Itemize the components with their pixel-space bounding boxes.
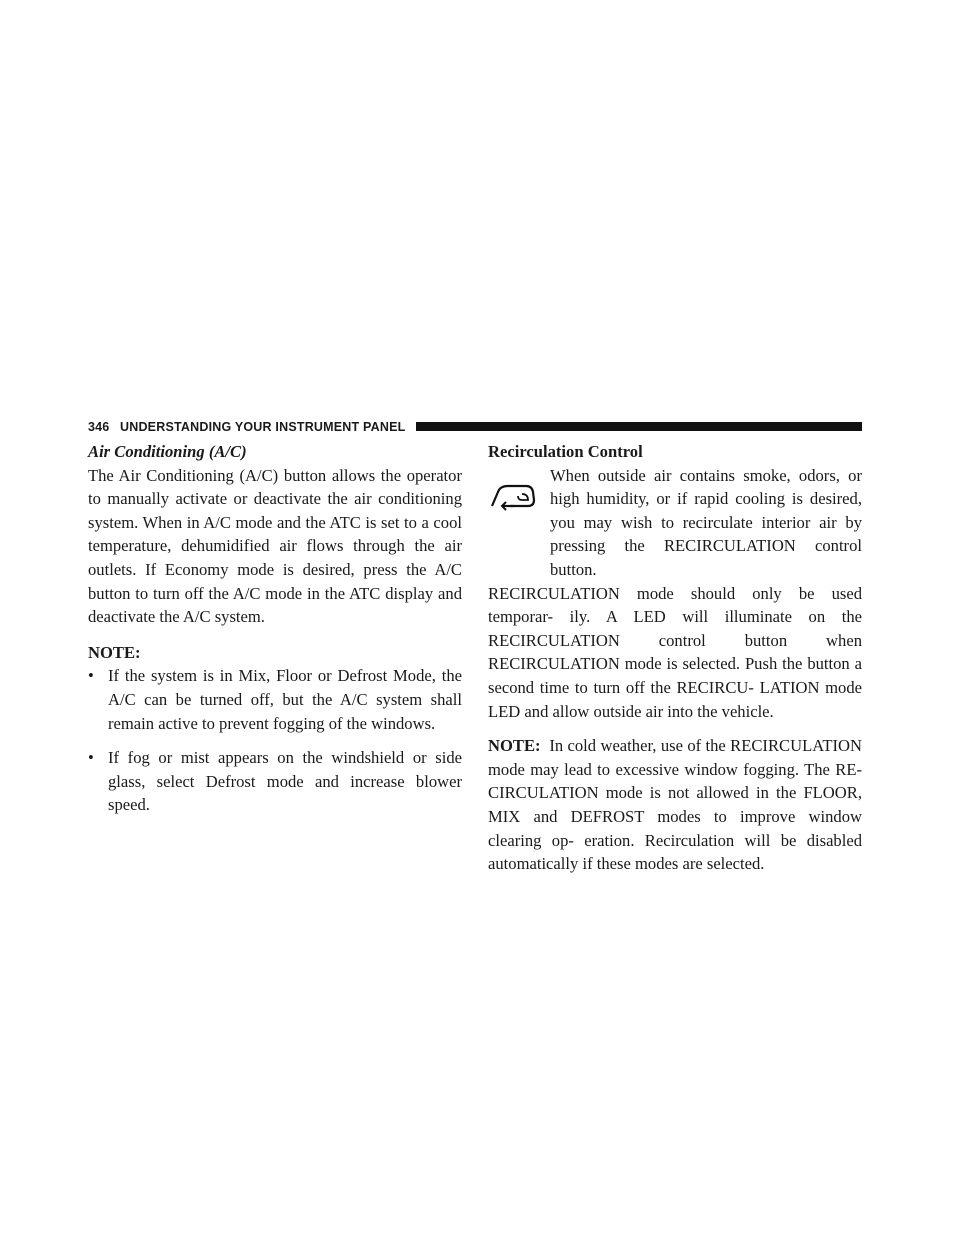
- ac-paragraph: The Air Conditioning (A/C) button allows the operator to manually activate or deactivate the air conditioning system. When in A/C mode and the ATC is set to a cool temperature, dehumidified air flows through the air outlets. If Economy mode is desired, press the A/C button to turn off the A/C mode in the ATC display and deactivate the A/C system.: [88, 465, 462, 627]
- bullet-glyph: •: [88, 666, 94, 686]
- page-header: [88, 419, 862, 435]
- recirculation-intro: [488, 464, 862, 582]
- section-title: UNDERSTANDING YOUR INSTRUMENT PANEL: [120, 420, 406, 434]
- header-rule: [416, 422, 862, 431]
- page-number: 346: [88, 420, 110, 434]
- recirculation-icon: [488, 476, 538, 514]
- list-item: [88, 746, 462, 817]
- left-column: [88, 440, 462, 817]
- bullet-glyph: •: [88, 748, 94, 768]
- ac-heading: Air Conditioning (A/C): [88, 442, 247, 461]
- list-item-text: If fog or mist appears on the windshield or side glass, select Defrost mode and increase blower speed.: [108, 748, 462, 815]
- recirculation-heading: Recirculation Control: [488, 442, 643, 461]
- recirculation-note: [488, 734, 862, 876]
- recirculation-paragraph: RECIRCULATION mode should only be used temporar- ily. A LED will illuminate on the RECIRCULATION control button when RECIRCULATION mode is selected. Push the button a second time to turn off the RECIRCU- LATION mode LED and allow outside air into the vehicle.: [488, 583, 862, 721]
- note-label: NOTE:: [488, 736, 541, 756]
- recirculation-indented-text: When outside air contains smoke, odors, or high humidity, or if rapid cooling is desired, you may wish to recirculate interior air by pressing the RECIRCULATION control button.: [550, 465, 862, 579]
- note-text: In cold weather, use of the RECIRCULATION mode may lead to excessive window fogging. The RE- CIRCULATION mode is not allowed in the FLOOR, MIX and DEFROST modes to improve window clearing op- eration. Recirculation will be disabled automatically if these modes are selected.: [488, 736, 862, 874]
- note-list: [88, 664, 462, 817]
- list-item: [88, 664, 462, 735]
- note-label: NOTE:: [88, 642, 141, 662]
- right-column: [488, 440, 862, 876]
- list-item-text: If the system is in Mix, Floor or Defrost Mode, the A/C can be turned off, but the A/C system shall remain active to prevent fogging of the windows.: [108, 666, 462, 733]
